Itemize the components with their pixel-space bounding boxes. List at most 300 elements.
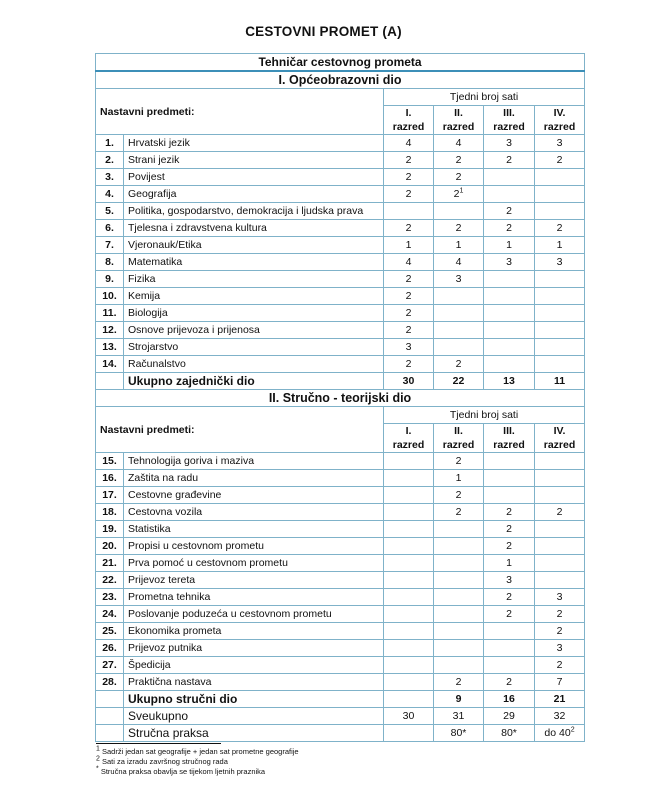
footnote-marker: 1 (96, 745, 100, 753)
subject-name: Računalstvo (124, 356, 384, 373)
footnote-text: Stručna praksa obavlja se tijekom ljetnih praznika (100, 767, 266, 776)
grade-word: razred (442, 439, 475, 451)
hours-g4 (535, 322, 585, 339)
subject-name: Tjelesna i zdravstvena kultura (124, 220, 384, 237)
table-row (96, 339, 585, 356)
hours-g3 (484, 186, 535, 203)
table-row (96, 487, 585, 504)
hours-g4 (535, 504, 585, 521)
sveukupno-g4 (535, 708, 585, 725)
hours-value: 80* (450, 727, 467, 739)
subject-name: Strojarstvo (124, 339, 384, 356)
hours-g1 (384, 572, 434, 589)
total-label: Ukupno stručni dio (124, 691, 384, 708)
table-row (96, 152, 585, 169)
hours-g1 (384, 339, 434, 356)
section-general-hours-row (96, 89, 585, 106)
praksa-g1 (384, 725, 434, 742)
hours-g4 (535, 271, 585, 288)
subject-name: Zaštita na radu (124, 470, 384, 487)
table-row (96, 623, 585, 640)
subject-name: Osnove prijevoza i prijenosa (124, 322, 384, 339)
hours-g3 (484, 606, 535, 623)
grade-header (384, 424, 434, 453)
table-row (96, 470, 585, 487)
total-g2: 9 (434, 691, 484, 708)
grade-header (535, 106, 585, 135)
grade-roman: IV. (553, 425, 566, 437)
hours-g3 (484, 237, 535, 254)
hours-g2 (434, 623, 484, 640)
curriculum-table (95, 53, 585, 742)
table-row (96, 254, 585, 271)
hours-value: 2 (556, 154, 563, 166)
hours-value: 4 (455, 256, 462, 268)
hours-value: 29 (503, 710, 515, 722)
sveukupno-row (96, 708, 585, 725)
hours-value: 2 (405, 188, 412, 200)
hours-g4 (535, 538, 585, 555)
hours-g2 (434, 220, 484, 237)
hours-value: 2 (506, 591, 512, 603)
grade-header (484, 106, 535, 135)
subject-name: Propisi u cestovnom prometu (124, 538, 384, 555)
total-g1 (384, 691, 434, 708)
hours-g3 (484, 356, 535, 373)
hours-g1 (384, 186, 434, 203)
grade-roman: I. (405, 425, 412, 437)
hours-g4 (535, 674, 585, 691)
subject-name: Kemija (124, 288, 384, 305)
grade-word: razred (493, 439, 525, 451)
hours-g4 (535, 606, 585, 623)
hours-g3 (484, 322, 535, 339)
hours-g3 (484, 555, 535, 572)
subject-number: 4. (96, 186, 124, 203)
footnote-mark: 1 (459, 187, 464, 195)
subject-name: Ekonomika prometa (124, 623, 384, 640)
subject-number: 20. (96, 538, 124, 555)
hours-g3 (484, 623, 535, 640)
subject-name: Statistika (124, 521, 384, 538)
hours-value: 4 (405, 256, 412, 268)
footnote-marker: 2 (96, 755, 100, 763)
hours-g4 (535, 589, 585, 606)
hours-g4 (535, 657, 585, 674)
document-title: CESTOVNI PROMET (A) (245, 24, 402, 39)
subjects-label: Nastavni predmeti: (96, 407, 384, 453)
hours-g1 (384, 305, 434, 322)
hours-g3 (484, 538, 535, 555)
subject-number: 3. (96, 169, 124, 186)
table-row (96, 322, 585, 339)
subject-number: 21. (96, 555, 124, 572)
subject-name: Povijest (124, 169, 384, 186)
empty-cell (96, 708, 124, 725)
hours-g2 (434, 339, 484, 356)
hours-g2 (434, 657, 484, 674)
hours-g1 (384, 322, 434, 339)
hours-value: 3 (556, 591, 563, 603)
hours-g2 (434, 504, 484, 521)
subject-number: 5. (96, 203, 124, 220)
table-row (96, 271, 585, 288)
hours-g2 (434, 254, 484, 271)
hours-g2 (434, 487, 484, 504)
hours-g2 (434, 322, 484, 339)
hours-value: 7 (556, 676, 563, 688)
hours-g3 (484, 657, 535, 674)
hours-value: 2 (506, 222, 512, 234)
hours-g3 (484, 339, 535, 356)
grade-word: razred (392, 121, 425, 133)
subject-name: Vjeronauk/Etika (124, 237, 384, 254)
hours-g2 (434, 152, 484, 169)
hours-g4 (535, 288, 585, 305)
subject-name: Prometna tehnika (124, 589, 384, 606)
grade-roman: II. (454, 425, 463, 437)
grade-word: razred (442, 121, 475, 133)
section-general-title: I. Općeobrazovni dio (96, 71, 585, 89)
hours-g2 (434, 589, 484, 606)
hours-g3 (484, 674, 535, 691)
section-general-total-row (96, 373, 585, 390)
hours-value: 4 (455, 137, 462, 149)
grade-header (535, 424, 585, 453)
hours-g4 (535, 356, 585, 373)
hours-value: 2 (455, 154, 462, 166)
table-row (96, 657, 585, 674)
hours-g1 (384, 152, 434, 169)
hours-value: 2 (506, 205, 512, 217)
hours-g3 (484, 572, 535, 589)
section-vocational-total-row (96, 691, 585, 708)
praksa-label: Stručna praksa (124, 725, 384, 742)
hours-g1 (384, 504, 434, 521)
subject-number: 14. (96, 356, 124, 373)
table-row (96, 572, 585, 589)
hours-value: 2 (556, 506, 563, 518)
grade-header (434, 424, 484, 453)
hours-g1 (384, 606, 434, 623)
hours-g3 (484, 169, 535, 186)
subject-number: 2. (96, 152, 124, 169)
hours-g2 (434, 356, 484, 373)
hours-g2 (434, 453, 484, 470)
hours-g4 (535, 453, 585, 470)
hours-value: 3 (405, 341, 412, 353)
footnote (96, 767, 299, 777)
subject-name: Biologija (124, 305, 384, 322)
hours-value: 80* (501, 727, 517, 739)
hours-g1 (384, 356, 434, 373)
footnote-divider (96, 743, 221, 744)
grade-roman: I. (405, 107, 412, 119)
hours-value: 2 (455, 222, 462, 234)
subject-name: Tehnologija goriva i maziva (124, 453, 384, 470)
empty-cell (96, 725, 124, 742)
hours-g2 (434, 288, 484, 305)
hours-g1 (384, 640, 434, 657)
footnote-mark: 2 (570, 726, 575, 734)
hours-g3 (484, 504, 535, 521)
hours-value: 1 (455, 472, 462, 484)
subject-number: 6. (96, 220, 124, 237)
hours-value: 32 (553, 710, 566, 722)
grade-word: razred (392, 439, 425, 451)
hours-g1 (384, 538, 434, 555)
hours-g4 (535, 152, 585, 169)
hours-value: 2 (455, 676, 462, 688)
hours-g4 (535, 169, 585, 186)
grade-roman: II. (454, 107, 463, 119)
table-row (96, 169, 585, 186)
table-row (96, 203, 585, 220)
hours-g1 (384, 487, 434, 504)
subject-number: 25. (96, 623, 124, 640)
hours-g1 (384, 470, 434, 487)
sveukupno-g3 (484, 708, 535, 725)
subject-name: Poslovanje poduzeća u cestovnom prometu (124, 606, 384, 623)
hours-value: 3 (506, 137, 512, 149)
subject-number: 26. (96, 640, 124, 657)
subject-name: Cestovne građevine (124, 487, 384, 504)
grade-header (384, 106, 434, 135)
sveukupno-g2 (434, 708, 484, 725)
table-row (96, 521, 585, 538)
hours-g3 (484, 453, 535, 470)
total-g1: 30 (384, 373, 434, 390)
hours-value: 2 (506, 676, 512, 688)
hours-value: 2 (405, 171, 412, 183)
hours-value: 3 (556, 256, 563, 268)
hours-value: 2 (405, 307, 412, 319)
hours-value: 1 (556, 239, 563, 251)
hours-g1 (384, 589, 434, 606)
hours-value: 1 (405, 239, 412, 251)
hours-value: 30 (402, 710, 415, 722)
hours-value: 2 (455, 358, 462, 370)
subject-name: Hrvatski jezik (124, 135, 384, 152)
hours-g2 (434, 169, 484, 186)
hours-g1 (384, 237, 434, 254)
subject-number: 19. (96, 521, 124, 538)
hours-g4 (535, 572, 585, 589)
subject-number: 1. (96, 135, 124, 152)
subject-name: Matematika (124, 254, 384, 271)
weekly-hours-label: Tjedni broj sati (384, 89, 585, 106)
hours-g3 (484, 288, 535, 305)
grade-header (434, 106, 484, 135)
table-row (96, 640, 585, 657)
subject-number: 13. (96, 339, 124, 356)
hours-g3 (484, 254, 535, 271)
table-title-row (96, 54, 585, 72)
hours-g1 (384, 288, 434, 305)
hours-g3 (484, 220, 535, 237)
table-row (96, 237, 585, 254)
subject-number: 16. (96, 470, 124, 487)
subject-name: Cestovna vozila (124, 504, 384, 521)
hours-g2 (434, 555, 484, 572)
table-row (96, 288, 585, 305)
hours-value: 2 (405, 290, 412, 302)
subject-number: 9. (96, 271, 124, 288)
hours-g1 (384, 453, 434, 470)
grade-roman: III. (503, 425, 515, 437)
hours-value: 2 (455, 506, 462, 518)
hours-g2 (434, 674, 484, 691)
table-row (96, 135, 585, 152)
subject-name: Fizika (124, 271, 384, 288)
subject-number: 18. (96, 504, 124, 521)
hours-value: 2 (455, 489, 462, 501)
hours-g1 (384, 657, 434, 674)
hours-g4 (535, 220, 585, 237)
table-row (96, 606, 585, 623)
hours-g4 (535, 237, 585, 254)
hours-value: 2 (405, 273, 412, 285)
hours-g1 (384, 203, 434, 220)
total-g2: 22 (434, 373, 484, 390)
hours-g2 (434, 538, 484, 555)
hours-g1 (384, 135, 434, 152)
hours-value: 1 (506, 557, 512, 569)
total-g3: 13 (484, 373, 535, 390)
grade-roman: III. (503, 107, 515, 119)
subject-number: 15. (96, 453, 124, 470)
praksa-g3 (484, 725, 535, 742)
subject-number: 17. (96, 487, 124, 504)
subjects-label: Nastavni predmeti: (96, 89, 384, 135)
hours-g2 (434, 640, 484, 657)
hours-g2 (434, 470, 484, 487)
hours-value: 1 (455, 239, 462, 251)
total-g3: 16 (484, 691, 535, 708)
footnote-text: Sati za izradu završnog stručnog rada (102, 757, 228, 766)
hours-value: 2 (405, 222, 412, 234)
sveukupno-label: Sveukupno (124, 708, 384, 725)
hours-g1 (384, 254, 434, 271)
hours-value: 3 (506, 256, 512, 268)
subject-name: Politika, gospodarstvo, demokracija i ljudska prava (124, 203, 384, 220)
hours-value: 2 (455, 455, 462, 467)
hours-g3 (484, 135, 535, 152)
hours-g4 (535, 203, 585, 220)
hours-g1 (384, 521, 434, 538)
hours-g2 (434, 521, 484, 538)
praksa-g4 (535, 725, 585, 742)
sveukupno-g1 (384, 708, 434, 725)
hours-value: 2 (405, 154, 412, 166)
footnote (96, 747, 299, 757)
table-row (96, 356, 585, 373)
table-row (96, 220, 585, 237)
hours-value: 2 (506, 523, 512, 535)
footnote (96, 757, 299, 767)
hours-g3 (484, 305, 535, 322)
hours-g1 (384, 169, 434, 186)
empty-cell (96, 691, 124, 708)
section-general-title-row (96, 71, 585, 89)
hours-g1 (384, 271, 434, 288)
hours-g4 (535, 623, 585, 640)
hours-g1 (384, 555, 434, 572)
table-row (96, 555, 585, 572)
table-row (96, 538, 585, 555)
hours-g3 (484, 152, 535, 169)
hours-value: 3 (556, 137, 563, 149)
grade-word: razred (543, 439, 576, 451)
subject-name: Prijevoz tereta (124, 572, 384, 589)
hours-value: 2 (455, 171, 462, 183)
hours-value: 2 (506, 506, 512, 518)
hours-g1 (384, 674, 434, 691)
hours-g4 (535, 521, 585, 538)
table-row (96, 186, 585, 203)
hours-g4 (535, 487, 585, 504)
hours-g3 (484, 589, 535, 606)
hours-value: 2 (405, 324, 412, 336)
subject-name: Špedicija (124, 657, 384, 674)
subject-number: 11. (96, 305, 124, 322)
hours-g2 (434, 135, 484, 152)
subject-name: Prijevoz putnika (124, 640, 384, 657)
hours-value: 2 (556, 608, 563, 620)
hours-value: 31 (452, 710, 465, 722)
table-row (96, 305, 585, 322)
hours-g4 (535, 339, 585, 356)
hours-g4 (535, 555, 585, 572)
table-row (96, 674, 585, 691)
hours-value: do 40 (544, 727, 571, 739)
hours-g1 (384, 220, 434, 237)
hours-value: 2 (556, 659, 563, 671)
hours-g4 (535, 135, 585, 152)
subject-name: Geografija (124, 186, 384, 203)
hours-g4 (535, 470, 585, 487)
hours-g4 (535, 640, 585, 657)
subject-number: 12. (96, 322, 124, 339)
section-vocational-title-row (96, 390, 585, 407)
footnote-marker: * (96, 765, 99, 773)
hours-g2 (434, 271, 484, 288)
hours-g3 (484, 271, 535, 288)
grade-roman: IV. (553, 107, 566, 119)
hours-value: 1 (506, 239, 512, 251)
hours-g3 (484, 521, 535, 538)
praksa-row (96, 725, 585, 742)
grade-word: razred (543, 121, 576, 133)
total-g4: 11 (535, 373, 585, 390)
hours-value: 2 (556, 625, 563, 637)
subject-number: 10. (96, 288, 124, 305)
grade-header (484, 424, 535, 453)
hours-value: 2 (453, 188, 460, 200)
subject-name: Strani jezik (124, 152, 384, 169)
hours-g3 (484, 487, 535, 504)
footnotes (96, 743, 299, 777)
table-row (96, 504, 585, 521)
praksa-g2 (434, 725, 484, 742)
hours-g3 (484, 203, 535, 220)
section-vocational-title: II. Stručno - teorijski dio (96, 390, 585, 407)
subject-number: 22. (96, 572, 124, 589)
subject-name: Prva pomoć u cestovnom prometu (124, 555, 384, 572)
total-g4: 21 (535, 691, 585, 708)
subject-number: 7. (96, 237, 124, 254)
hours-value: 2 (506, 154, 512, 166)
